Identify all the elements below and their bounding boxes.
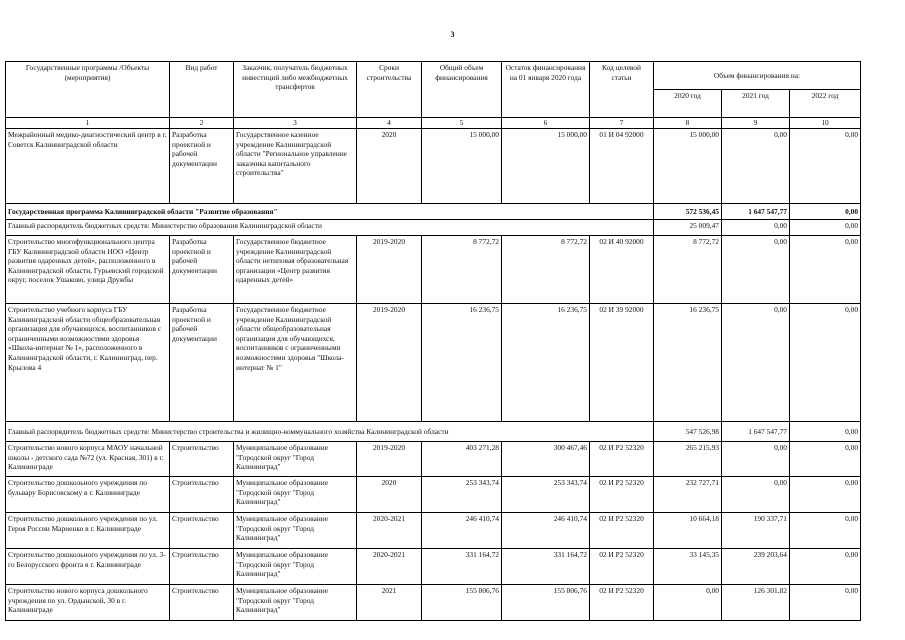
col-number: 8 xyxy=(654,118,722,129)
total: 8 772,72 xyxy=(422,236,502,304)
table-row xyxy=(6,549,861,585)
object-name: Строительство нового корпуса МАОУ начальной школы - детского сада №72 (ул. Красная, 301) в г. Калининграде xyxy=(6,442,170,477)
table-row xyxy=(6,585,861,621)
col-number: 9 xyxy=(722,118,790,129)
customer: Муниципальное образование "Городской округ "Город Калининград" xyxy=(234,585,357,621)
object-name: Строительство учебного корпуса ГБУ Калининградской области общеобразовательная организация для обучающихся, воспитанников с ограниченными возможностями здоровья «Школа-интернат № 1», расположенного в Калининградской области, г. Калининград, пер. Крылова 4 xyxy=(6,304,170,422)
header-terms: Сроки строительства xyxy=(357,62,422,118)
term: 2019-2020 xyxy=(357,442,422,477)
rest: 155 806,76 xyxy=(502,585,590,621)
rest: 15 000,00 xyxy=(502,129,590,204)
value-2022: 0,00 xyxy=(790,585,861,621)
total: 155 806,76 xyxy=(422,585,502,621)
value-2021: 0,00 xyxy=(722,442,790,477)
manager-row xyxy=(6,422,861,442)
col-number: 3 xyxy=(234,118,357,129)
col-number: 4 xyxy=(357,118,422,129)
program-title: Государственная программа Калининградской области "Развитие образования" xyxy=(6,204,654,220)
work-type: Строительство xyxy=(170,513,234,549)
value-2021: 0,00 xyxy=(722,477,790,513)
value-2022: 0,00 xyxy=(790,236,861,304)
code: 02 И Р2 52320 xyxy=(590,585,654,621)
value-2022: 0,00 xyxy=(790,477,861,513)
term: 2020-2021 xyxy=(357,513,422,549)
value-2020: 265 215,93 xyxy=(654,442,722,477)
manager-2021: 1 647 547,77 xyxy=(722,422,790,442)
header-objects: Государственные программы /Объекты (мероприятия) xyxy=(6,62,170,118)
total: 403 271,28 xyxy=(422,442,502,477)
code: 02 И Р2 52320 xyxy=(590,442,654,477)
col-number: 10 xyxy=(790,118,861,129)
manager-2022: 0,00 xyxy=(790,220,861,236)
value-2022: 0,00 xyxy=(790,304,861,422)
value-2022: 0,00 xyxy=(790,549,861,585)
header-total: Общий объем финансирования xyxy=(422,62,502,118)
code: 02 И Р2 52320 xyxy=(590,549,654,585)
value-2022: 0,00 xyxy=(790,442,861,477)
rest: 300 467,46 xyxy=(502,442,590,477)
program-2021: 1 647 547,77 xyxy=(722,204,790,220)
table-row xyxy=(6,442,861,477)
work-type: Строительство xyxy=(170,585,234,621)
table-row xyxy=(6,477,861,513)
total: 246 410,74 xyxy=(422,513,502,549)
col-number: 2 xyxy=(170,118,234,129)
customer: Государственное казенное учреждение Калининградской области "Региональное управление заказчика капитального строительства" xyxy=(234,129,357,204)
manager-title: Главный распорядитель бюджетных средств: Министерство образования Калининградской области xyxy=(6,220,654,236)
customer: Муниципальное образование "Городской округ "Город Калининград" xyxy=(234,549,357,585)
manager-row xyxy=(6,220,861,236)
term: 2020 xyxy=(357,477,422,513)
col-number: 7 xyxy=(590,118,654,129)
work-type: Разработка проектной и рабочей документации xyxy=(170,304,234,422)
value-2021: 126 301,82 xyxy=(722,585,790,621)
object-name: Строительство нового корпуса дошкольного учреждения по ул. Ордынской, 30 в г. Калининграде xyxy=(6,585,170,621)
code: 02 И Р2 52320 xyxy=(590,477,654,513)
value-2021: 239 203,64 xyxy=(722,549,790,585)
customer: Муниципальное образование "Городской округ "Город Калининград" xyxy=(234,513,357,549)
rest: 16 236,75 xyxy=(502,304,590,422)
manager-2022: 0,00 xyxy=(790,422,861,442)
value-2020: 8 772,72 xyxy=(654,236,722,304)
table-row xyxy=(6,513,861,549)
value-2021: 0,00 xyxy=(722,129,790,204)
object-name: Строительство многофункционального центра ГБУ Калининградской области НОО «Центр развития одаренных детей», расположенного в Калининградской области, Гурьевский городской округ, поселок Ушаково, улица Дружбы xyxy=(6,236,170,304)
work-type: Разработка проектной и рабочей документации xyxy=(170,129,234,204)
manager-2020: 25 009,47 xyxy=(654,220,722,236)
program-2020: 572 536,45 xyxy=(654,204,722,220)
rest: 246 410,74 xyxy=(502,513,590,549)
col-number: 6 xyxy=(502,118,590,129)
work-type: Разработка проектной и рабочей документации xyxy=(170,236,234,304)
header-volume: Объем финансирования на: xyxy=(654,62,861,90)
total: 15 000,00 xyxy=(422,129,502,204)
work-type: Строительство xyxy=(170,477,234,513)
table-row xyxy=(6,236,861,304)
value-2020: 33 145,35 xyxy=(654,549,722,585)
program-2022: 0,00 xyxy=(790,204,861,220)
term: 2020 xyxy=(357,129,422,204)
work-type: Строительство xyxy=(170,549,234,585)
value-2021: 0,00 xyxy=(722,236,790,304)
table-row xyxy=(6,129,861,204)
program-row xyxy=(6,204,861,220)
customer: Муниципальное образование "Городской округ "Город Калининград" xyxy=(234,477,357,513)
rest: 331 164,72 xyxy=(502,549,590,585)
code: 02 И 40 92000 xyxy=(590,236,654,304)
code: 01 И 04 92000 xyxy=(590,129,654,204)
total: 16 236,75 xyxy=(422,304,502,422)
rest: 8 772,72 xyxy=(502,236,590,304)
total: 253 343,74 xyxy=(422,477,502,513)
header-work-type: Вид работ xyxy=(170,62,234,118)
value-2021: 190 337,71 xyxy=(722,513,790,549)
table-row xyxy=(6,304,861,422)
value-2020: 16 236,75 xyxy=(654,304,722,422)
customer: Государственное бюджетное учреждение Калининградской области общеобразовательная организация для обучающихся, воспитанников с ограниченными возможностями здоровья "Школа-интернат № 1" xyxy=(234,304,357,422)
customer: Государственное бюджетное учреждение Калининградской области нетиповая образовательная организация «Центр развития одаренных детей» xyxy=(234,236,357,304)
value-2022: 0,00 xyxy=(790,513,861,549)
rest: 253 343,74 xyxy=(502,477,590,513)
term: 2020-2021 xyxy=(357,549,422,585)
object-name: Межрайонный медико-диагностический центр в г. Советск Калининградской области xyxy=(6,129,170,204)
value-2022: 0,00 xyxy=(790,129,861,204)
col-number: 1 xyxy=(6,118,170,129)
value-2020: 15 000,00 xyxy=(654,129,722,204)
value-2020: 232 727,71 xyxy=(654,477,722,513)
value-2021: 0,00 xyxy=(722,304,790,422)
header-2022: 2022 год xyxy=(790,90,861,118)
value-2020: 10 664,18 xyxy=(654,513,722,549)
total: 331 164,72 xyxy=(422,549,502,585)
term: 2019-2020 xyxy=(357,236,422,304)
object-name: Строительство дошкольного учреждения по ул. 3-го Белорусского фронта в г. Калининграде xyxy=(6,549,170,585)
work-type: Строительство xyxy=(170,442,234,477)
code: 02 И Р2 52320 xyxy=(590,513,654,549)
value-2020: 0,00 xyxy=(654,585,722,621)
header-2021: 2021 год xyxy=(722,90,790,118)
header-rest: Остаток финансирования на 01 января 2020 года xyxy=(502,62,590,118)
manager-2021: 0,00 xyxy=(722,220,790,236)
manager-2020: 547 526,98 xyxy=(654,422,722,442)
column-numbers-row xyxy=(6,118,861,129)
code: 02 И 39 92000 xyxy=(590,304,654,422)
object-name: Строительство дошкольного учреждения по ул. Героя России Мариенко в г. Калининграде xyxy=(6,513,170,549)
page-number: 3 xyxy=(450,30,455,39)
header-code: Код целевой статьи xyxy=(590,62,654,118)
term: 2019-2020 xyxy=(357,304,422,422)
object-name: Строительство дошкольного учреждения по бульвару Борисовскому в г. Калининграде xyxy=(6,477,170,513)
financing-table xyxy=(5,61,861,621)
customer: Муниципальное образование "Городской округ "Город Калининград" xyxy=(234,442,357,477)
header-2020: 2020 год xyxy=(654,90,722,118)
term: 2021 xyxy=(357,585,422,621)
header-customer: Заказчик, получатель бюджетных инвестиций либо межбюджетных трансфертов xyxy=(234,62,357,118)
col-number: 5 xyxy=(422,118,502,129)
manager-title: Главный распорядитель бюджетных средств: Министерство строительства и жилищно-коммунального хозяйства Калининградской области xyxy=(6,422,654,442)
